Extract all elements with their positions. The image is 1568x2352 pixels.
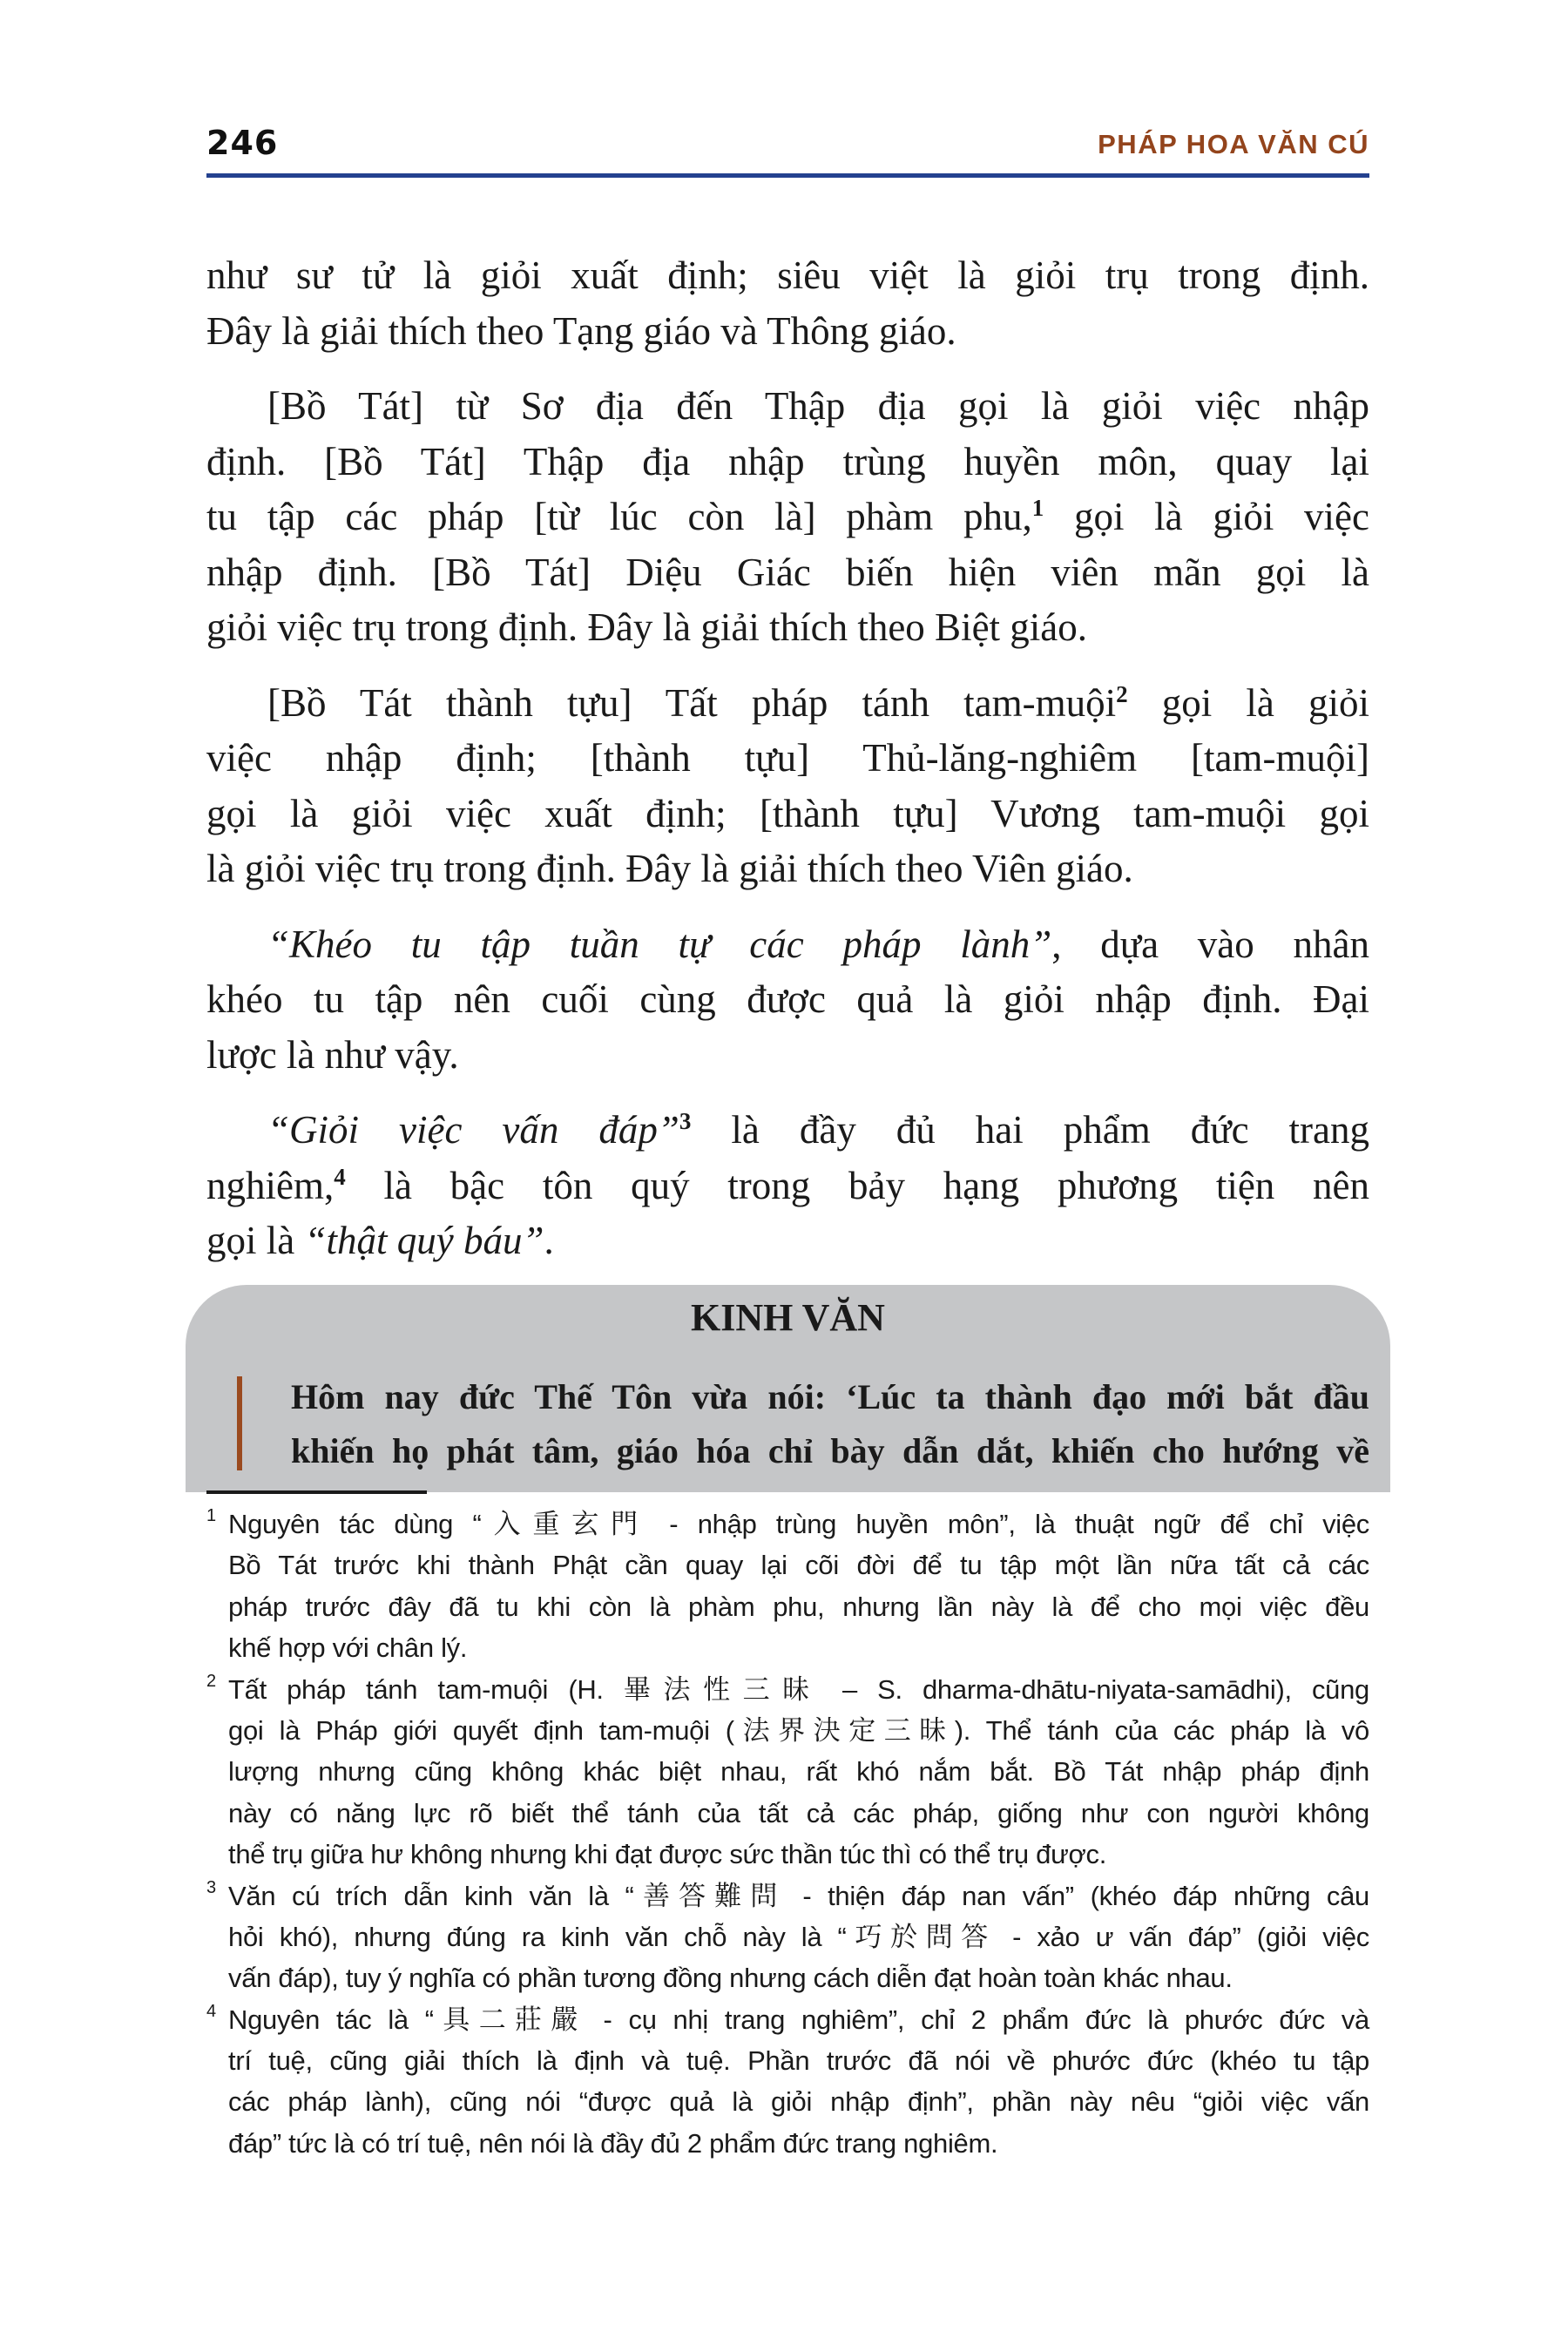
- text-line: [206, 972, 1369, 1028]
- footnote-number: 4: [206, 2001, 217, 2021]
- footnote-ref: 4: [334, 1163, 346, 1190]
- footnote-line: pháp trước đây đã tu khi còn là phàm phu, nhưng lần này là để cho mọi việc đều: [228, 1591, 1369, 1622]
- footnote-line: này có năng lực rõ biết thể tánh của tất cả các pháp, giống như con người không: [228, 1797, 1369, 1828]
- main-text: [206, 248, 1369, 1269]
- text-run: lược là như vậy.: [206, 1032, 459, 1077]
- footnote-line: Bồ Tát trước khi thành Phật cần quay lại cõi đời để tu tập một lần nữa tất cả các: [228, 1550, 1369, 1581]
- footnote: [206, 1999, 1369, 2165]
- text-line: [206, 787, 1369, 842]
- text-line: [206, 435, 1369, 490]
- footnote-ref: 3: [679, 1107, 692, 1134]
- header-rule: [206, 173, 1369, 178]
- footnote-line: trí tuệ, cũng giải thích là định và tuệ. Phần trước đã nói về phước đức (khéo tu tập: [228, 2045, 1369, 2077]
- text-run: định. [Bồ Tát] Thập địa nhập trùng huyền môn, quay lại: [206, 439, 1369, 483]
- text-line: [206, 731, 1369, 787]
- text-run: [Bồ Tát] từ Sơ địa đến Thập địa gọi là giỏi việc nhập: [267, 384, 1369, 428]
- text-run: khéo tu tập nên cuối cùng được quả là giỏi nhập định. Đại: [206, 977, 1369, 1021]
- text-run: là đầy đủ hai phẩm đức trang: [691, 1108, 1369, 1152]
- sutra-box-title: KINH VĂN: [691, 1296, 885, 1339]
- text-run: gọi là giỏi việc xuất định; [thành tựu] Vương tam-muội gọi: [206, 791, 1369, 835]
- footnote-line: thể trụ giữa hư không nhưng khi đạt được sức thần túc thì có thể trụ được.: [228, 1839, 1107, 1870]
- sutra-line: khiến họ phát tâm, giáo hóa chỉ bày dẫn dắt, khiến cho hướng về: [291, 1431, 1369, 1470]
- text-run: tu tập các pháp [từ lúc còn là] phàm phu,: [206, 495, 1032, 538]
- text-run: nghiêm,: [206, 1163, 335, 1207]
- text-run: gọi là giỏi việc: [1044, 495, 1369, 538]
- text-line: [206, 1159, 1369, 1214]
- text-line: [206, 1213, 1369, 1269]
- footnote-line: Nguyên tác dùng “入重玄門 - nhập trùng huyền môn”, là thuật ngữ để chỉ việc: [228, 1509, 1369, 1539]
- footnote-line: các pháp lành), cũng nói “được quả là giỏi nhập định”, phần này nêu “giỏi việc vấn: [228, 2086, 1369, 2118]
- text-run: gọi là giỏi: [1127, 680, 1369, 725]
- footnote-line: Tất pháp tánh tam-muội (H. 畢法性三昧 – S. dharma-dhātu-niyata-samādhi), cũng: [228, 1673, 1369, 1705]
- text-run: như sư tử là giỏi xuất định; siêu việt là giỏi trụ trong định.: [206, 253, 1369, 297]
- paragraph: [206, 676, 1369, 897]
- footnote-line: khế hợp với chân lý.: [228, 1632, 468, 1664]
- footnote-ref: 2: [1116, 680, 1128, 707]
- footnote-line: gọi là Pháp giới quyết định tam-muội (法界決定三昧). Thể tánh của các pháp là vô: [228, 1714, 1369, 1746]
- footnote-line: đáp” tức là có trí tuệ, nên nói là đầy đủ 2 phẩm đức trang nghiêm.: [228, 2127, 998, 2159]
- text-run: là giỏi việc trụ trong định. Đây là giải thích theo Viên giáo.: [206, 847, 1133, 890]
- text-line: [206, 304, 1369, 360]
- text-line: [206, 600, 1369, 656]
- text-line: [206, 545, 1369, 601]
- footnote-number: 3: [206, 1877, 217, 1897]
- footnote-line: hỏi khó), nhưng đúng ra kinh văn chỗ này là “巧於問答 - xảo ư vấn đáp” (giỏi việc: [228, 1921, 1369, 1952]
- footnotes: [206, 1504, 1369, 2164]
- footnote-line: lượng nhưng cũng không khác biệt nhau, rất khó nắm bắt. Bồ Tát nhập pháp định: [228, 1756, 1369, 1788]
- text-run: [Bồ Tát thành tựu] Tất pháp tánh tam-muội: [267, 680, 1117, 725]
- italic-quote: “Giỏi việc vấn đáp”: [267, 1108, 679, 1152]
- text-line: [206, 841, 1369, 897]
- footnote-number: 2: [206, 1671, 217, 1691]
- page-number: 246: [206, 124, 279, 162]
- paragraph: [206, 1103, 1369, 1269]
- sutra-line: Hôm nay đức Thế Tôn vừa nói: ‘Lúc ta thành đạo mới bắt đầu: [291, 1377, 1369, 1416]
- paragraph: [206, 379, 1369, 656]
- text-run: là bậc tôn quý trong bảy hạng phương tiện nên: [345, 1163, 1369, 1207]
- text-run: giỏi việc trụ trong định. Đây là giải thích theo Biệt giáo.: [206, 605, 1088, 649]
- text-line: [206, 248, 1369, 304]
- italic-quote: “Khéo tu tập tuần tự các pháp lành”: [267, 922, 1052, 966]
- italic-quote: “thật quý báu”: [304, 1219, 544, 1262]
- footnote: [206, 1504, 1369, 1669]
- text-run: Đây là giải thích theo Tạng giáo và Thông giáo.: [206, 308, 956, 353]
- footnote-line: Văn cú trích dẫn kinh văn là “善答難問 - thiện đáp nan vấn” (khéo đáp những câu: [228, 1880, 1369, 1911]
- paragraph: [206, 248, 1369, 359]
- footnote-ref: 1: [1031, 494, 1044, 521]
- text-run: , dựa vào nhân: [1051, 922, 1369, 966]
- sutra-quote: [291, 1370, 1369, 1478]
- text-run: gọi là: [206, 1219, 305, 1262]
- sutra-text-box: [186, 1285, 1390, 1492]
- text-line: [206, 490, 1369, 545]
- text-line: [206, 1028, 1369, 1084]
- text-run: việc nhập định; [thành tựu] Thủ-lăng-nghiêm [tam-muội]: [206, 736, 1369, 780]
- footnote: [206, 1669, 1369, 1876]
- footnote-line: Nguyên tác là “具二莊嚴 - cụ nhị trang nghiêm”, chỉ 2 phẩm đức là phước đức và: [228, 2004, 1369, 2035]
- paragraph: [206, 917, 1369, 1084]
- quote-bar: [237, 1376, 242, 1470]
- footnote-line: vấn đáp), tuy ý nghĩa có phần tương đồng nhưng cách diễn đạt hoàn toàn khác nhau.: [228, 1963, 1233, 1994]
- text-run: nhập định. [Bồ Tát] Diệu Giác biến hiện viên mãn gọi là: [206, 550, 1369, 594]
- text-line: [206, 676, 1369, 732]
- footnote: [206, 1876, 1369, 1999]
- text-line: [206, 917, 1369, 973]
- text-run: .: [544, 1219, 554, 1262]
- footnote-number: 1: [206, 1506, 217, 1525]
- footnote-separator: [206, 1490, 427, 1494]
- text-line: [206, 1103, 1369, 1159]
- text-line: [206, 379, 1369, 435]
- running-header-title: PHÁP HOA VĂN CÚ: [1098, 129, 1369, 159]
